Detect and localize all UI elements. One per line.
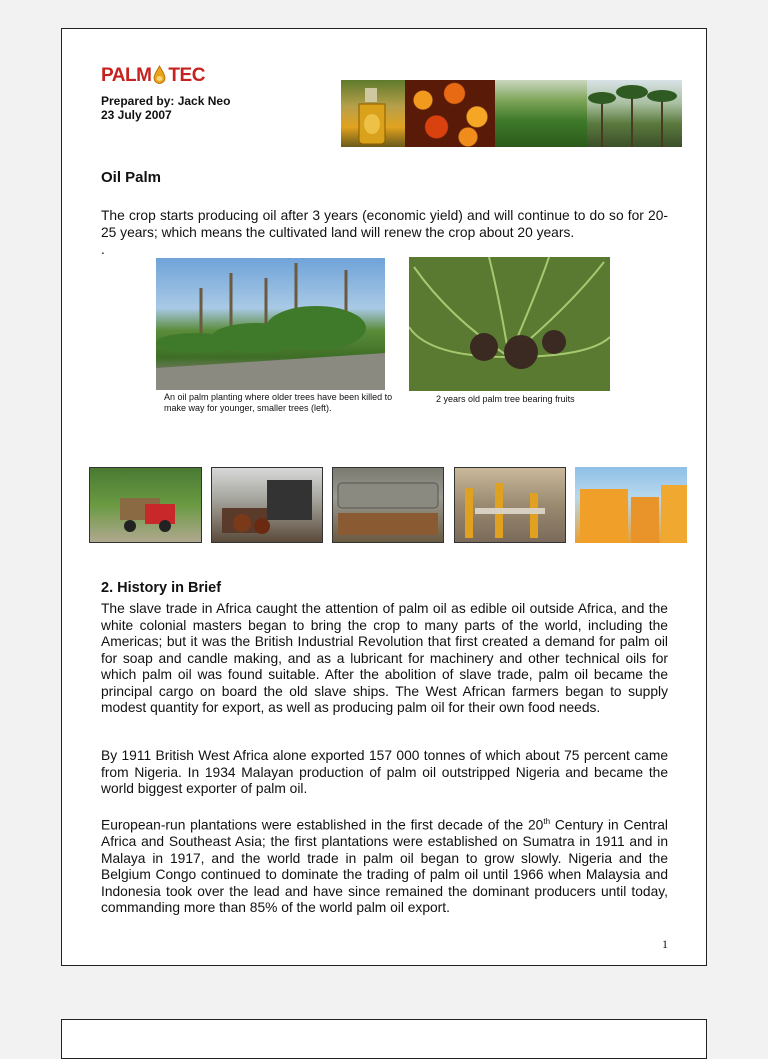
storage-tanks-photo xyxy=(575,467,687,543)
mill-interior-photo xyxy=(454,467,566,543)
logo-text-left: PALM xyxy=(101,65,152,86)
section-title-oil-palm: Oil Palm xyxy=(101,169,162,186)
plantation-photo xyxy=(156,258,385,390)
superscript-th: th xyxy=(543,817,551,826)
plantation-photo-caption: An oil palm planting where older trees have been killed to make way for younger, smaller trees (left). xyxy=(164,392,393,413)
truck-photo xyxy=(89,467,202,543)
fruit-loading-photo xyxy=(211,467,323,543)
young-palm-caption: 2 years old palm tree bearing fruits xyxy=(436,394,575,404)
next-page-edge xyxy=(61,1019,707,1059)
oil-bottle-image xyxy=(341,80,405,147)
oil-drop-icon xyxy=(152,65,167,84)
palm-fruit-image xyxy=(405,80,495,147)
history-paragraph-3 xyxy=(101,814,668,917)
document-date: 23 July 2007 xyxy=(101,108,172,122)
history-paragraph-2: By 1911 British West Africa alone exported 157 000 tonnes of which about 75 percent came from Nigeria. In 1934 Malayan production of palm oil outstripped Nigeria and became the world biggest exporter of palm oil. xyxy=(101,748,668,796)
palmtec-logo xyxy=(101,65,205,87)
palm-trees-image xyxy=(587,80,682,147)
history-paragraph-1: The slave trade in Africa caught the attention of palm oil as edible oil outside Africa, and the white colonial masters began to bring the crop to many parts of the world, including the Americas; but it was the British Industrial Revolution that first created a demand for palm oil for soap and candle making, and as a lubricant for machinery and other technical oils for which palm oil was found suitable. After the abolition of slave trade, palm oil became the principal cargo on board the old slave ships. The West African farmers began to supply modest quantity for export, as well as producing palm oil for their own food needs. xyxy=(101,601,668,715)
sterilizer-photo xyxy=(332,467,444,543)
section-title-history: 2. History in Brief xyxy=(101,580,222,596)
page-number: 1 xyxy=(662,937,668,951)
logo-text-right: TEC xyxy=(168,65,205,86)
header-image-strip xyxy=(341,80,682,147)
author-block xyxy=(101,94,230,122)
plantation-field-image xyxy=(495,80,587,147)
intro-paragraph: The crop starts producing oil after 3 years (economic yield) and will continue to do so for 20-25 years; which means the cultivated land will renew the crop about 20 years. xyxy=(101,208,668,240)
history-paragraph-3-start: European-run plantations were established in the first decade of the 20 xyxy=(101,817,544,833)
prepared-by: Prepared by: Jack Neo xyxy=(101,94,231,108)
young-palm-photo xyxy=(409,257,610,391)
history-paragraph-3-end: Century in Central Africa and Southeast Asia; the first plantations were established on Sumatra in 1911 and in Malaya in 1917, and the world trade in palm oil began to grow slowly. Nigeria and the Belgium Congo continued to dominate the trading of palm oil until 1966 when Malaysia and Indonesia took over the lead and have since remained the dominant producers until today, commanding more than 85% of the world palm oil export. xyxy=(101,817,668,916)
document-page xyxy=(61,28,707,966)
stray-dot: . xyxy=(101,242,105,257)
